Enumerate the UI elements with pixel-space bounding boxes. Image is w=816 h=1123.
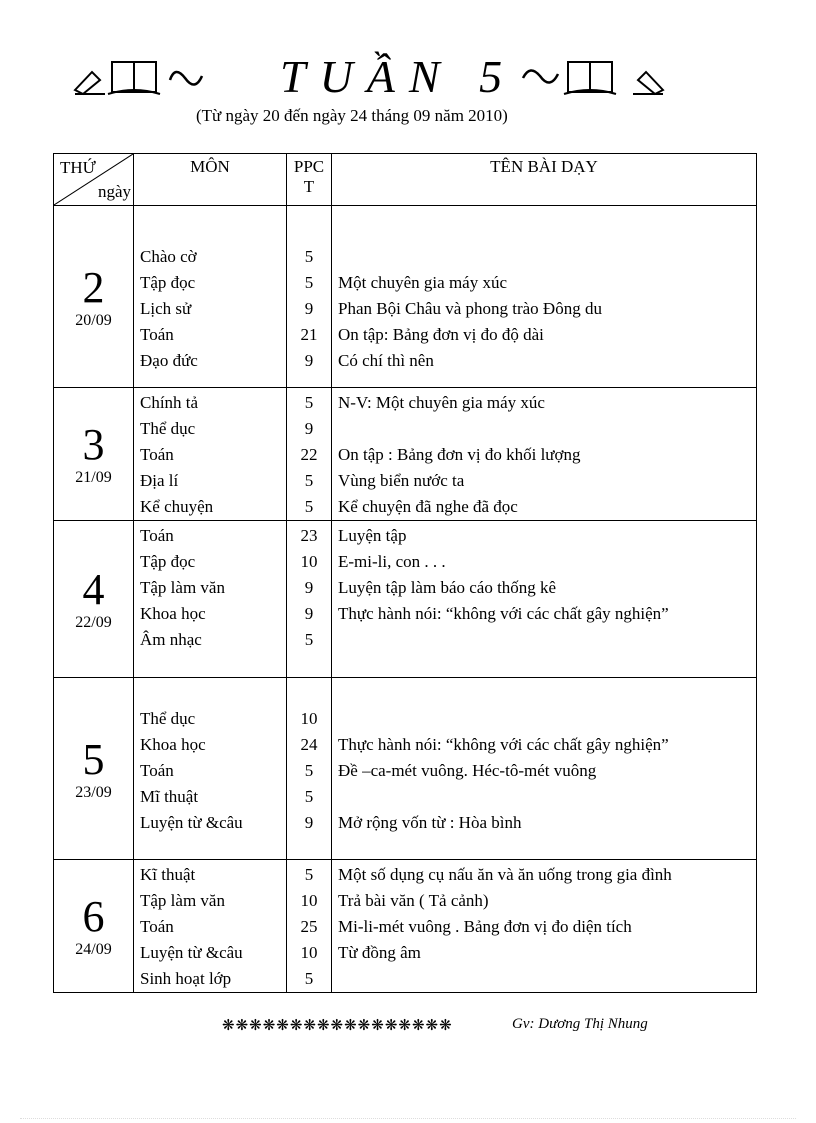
pen-book-right-icon	[518, 50, 668, 100]
lesson-title: Luyện tập	[338, 526, 407, 545]
ppct-number: 5	[304, 761, 314, 780]
subject-name: Khoa học	[140, 735, 206, 754]
schedule-body	[54, 206, 757, 993]
subject-name: Sinh hoạt lớp	[140, 969, 232, 988]
ppct-number: 5	[304, 393, 314, 412]
lesson-title: Vùng biển nước ta	[338, 471, 465, 490]
lesson-title	[338, 218, 756, 244]
subject-name: Tập làm văn	[140, 578, 225, 597]
lesson-title: On tập : Bảng đơn vị đo khối lượng	[338, 445, 581, 464]
lesson-title: Có chí thì nên	[338, 351, 434, 370]
header-mon: MÔN	[134, 154, 287, 206]
lesson-title	[338, 416, 756, 442]
day-date: 20/09	[75, 311, 112, 329]
lesson-title: Một số dụng cụ nấu ăn và ăn uống trong gia đình	[338, 865, 672, 884]
lesson-title	[338, 784, 756, 810]
schedule-table	[53, 153, 757, 993]
day-row	[54, 521, 757, 678]
ppct-cell	[287, 860, 332, 993]
subject-name: Luyện từ &câu	[140, 813, 243, 832]
ppct-number: 10	[300, 709, 318, 728]
subject-name: Toán	[140, 917, 174, 936]
subject-name	[140, 218, 286, 244]
ppct-number: 10	[300, 943, 318, 962]
lesson-title: Trả bài văn ( Tả cảnh)	[338, 891, 489, 910]
subjects-cell	[134, 678, 287, 860]
day-cell	[54, 206, 134, 388]
lesson-title: Đề –ca-mét vuông. Héc-tô-mét vuông	[338, 761, 597, 780]
day-cell	[54, 678, 134, 860]
lesson-title: Kể chuyện đã nghe đã đọc	[338, 497, 518, 516]
subjects-cell	[134, 860, 287, 993]
ppct-number: 9	[304, 813, 314, 832]
ppct-number: 25	[300, 917, 318, 936]
subject-name: Tập đọc	[140, 552, 196, 571]
subject-name: Toán	[140, 526, 174, 545]
day-date: 22/09	[75, 614, 112, 631]
lesson-title	[338, 706, 756, 732]
lesson-title: Từ đồng âm	[338, 943, 421, 962]
day-number: 6	[82, 892, 105, 941]
ppct-number: 5	[304, 497, 314, 516]
day-cell	[54, 521, 134, 678]
ppct-number: 5	[304, 865, 314, 884]
ppct-number: 5	[304, 787, 314, 806]
subject-name: Toán	[140, 445, 174, 464]
ppct-number: 23	[300, 526, 318, 545]
lesson-title: On tập: Bảng đơn vị đo độ dài	[338, 325, 544, 344]
lesson-title	[338, 966, 756, 992]
lesson-title: Luyện tập làm báo cáo thống kê	[338, 578, 557, 597]
day-cell	[54, 860, 134, 993]
day-number: 3	[82, 420, 105, 469]
lesson-title: Một chuyên gia máy xúc	[338, 273, 508, 292]
bottom-dotted-line	[20, 1118, 796, 1119]
ppct-cell	[287, 521, 332, 678]
ppct-number: 5	[304, 969, 314, 988]
subject-name: Tập đọc	[140, 273, 196, 292]
teacher-signature: Gv: Dương Thị Nhung	[512, 1016, 648, 1032]
lessons-cell	[332, 388, 757, 521]
lesson-title: N-V: Một chuyên gia máy xúc	[338, 393, 545, 412]
header-thu: THỨ	[60, 158, 96, 177]
lesson-title: E-mi-li, con . . .	[338, 552, 446, 571]
day-date: 24/09	[75, 941, 112, 958]
subject-name: Thể dục	[140, 709, 196, 728]
subject-name: Luyện từ &câu	[140, 943, 243, 962]
day-number: 2	[82, 262, 105, 312]
ppct-number: 24	[300, 735, 318, 754]
day-date: 23/09	[75, 783, 112, 801]
ppct-number	[287, 218, 331, 244]
subject-name: Toán	[140, 325, 174, 344]
title-row	[0, 40, 816, 110]
table-header-row	[54, 154, 757, 206]
ppct-number: 5	[304, 630, 314, 649]
star-divider: ❋❋❋❋❋❋❋❋❋❋❋❋❋❋❋❋❋	[222, 1018, 453, 1034]
ppct-number: 9	[304, 351, 314, 370]
ppct-number: 9	[304, 419, 314, 438]
subjects-cell	[134, 206, 287, 388]
subject-name: Toán	[140, 761, 174, 780]
ppct-number: 5	[304, 247, 314, 266]
lesson-title	[338, 244, 756, 270]
day-date: 21/09	[75, 469, 112, 486]
ppct-number: 5	[304, 471, 314, 490]
lessons-cell	[332, 206, 757, 388]
subjects-cell	[134, 388, 287, 521]
ppct-number: 9	[304, 604, 314, 623]
header-ngay: ngày	[97, 182, 131, 201]
ppct-cell	[287, 388, 332, 521]
subjects-cell	[134, 521, 287, 678]
day-cell	[54, 388, 134, 521]
subject-name: Thể dục	[140, 419, 196, 438]
ppct-number: 10	[300, 552, 318, 571]
subject-name: Âm nhạc	[140, 630, 202, 649]
subject-name: Chính tả	[140, 393, 199, 412]
subject-name: Lịch sử	[140, 299, 192, 318]
page-title: TUẦN 5	[280, 51, 517, 102]
header-ppct: PPC T	[287, 154, 332, 206]
ppct-cell	[287, 206, 332, 388]
subject-name: Mĩ thuật	[140, 787, 199, 806]
pen-book-left-icon	[70, 50, 210, 100]
day-number: 5	[82, 734, 105, 784]
lesson-title: Mở rộng vốn từ : Hòa bình	[338, 813, 522, 832]
ppct-number: 22	[300, 445, 318, 464]
subject-name: Địa lí	[140, 471, 179, 490]
date-range: (Từ ngày 20 đến ngày 24 tháng 09 năm 2010)	[196, 106, 508, 125]
lesson-title: Phan Bội Châu và phong trào Đông du	[338, 299, 602, 318]
header-ten-bai-day: TÊN BÀI DẠY	[332, 154, 757, 206]
subject-name: Đạo đức	[140, 351, 198, 370]
day-row	[54, 206, 757, 388]
lesson-title: Thực hành nói: “không với các chất gây nghiện”	[338, 604, 669, 623]
ppct-number: 10	[300, 891, 318, 910]
day-row	[54, 860, 757, 993]
subject-name: Khoa học	[140, 604, 206, 623]
day-row	[54, 388, 757, 521]
header-thu-ngay	[54, 154, 134, 206]
ppct-cell	[287, 678, 332, 860]
ppct-number: 9	[304, 299, 314, 318]
lesson-title	[338, 627, 756, 653]
lesson-title: Mi-li-mét vuông . Bảng đơn vị đo diện tích	[338, 917, 632, 936]
day-row	[54, 678, 757, 860]
lessons-cell	[332, 678, 757, 860]
lessons-cell	[332, 521, 757, 678]
subject-name: Kể chuyện	[140, 497, 214, 516]
subject-name: Chào cờ	[140, 247, 197, 266]
day-number: 4	[82, 565, 105, 614]
ppct-number: 9	[304, 578, 314, 597]
subject-name: Kĩ thuật	[140, 865, 196, 884]
lessons-cell	[332, 860, 757, 993]
ppct-number: 5	[304, 273, 314, 292]
footer	[222, 1016, 648, 1035]
subject-name: Tập làm văn	[140, 891, 225, 910]
lesson-title: Thực hành nói: “không với các chất gây nghiện”	[338, 735, 669, 754]
ppct-number: 21	[300, 325, 318, 344]
